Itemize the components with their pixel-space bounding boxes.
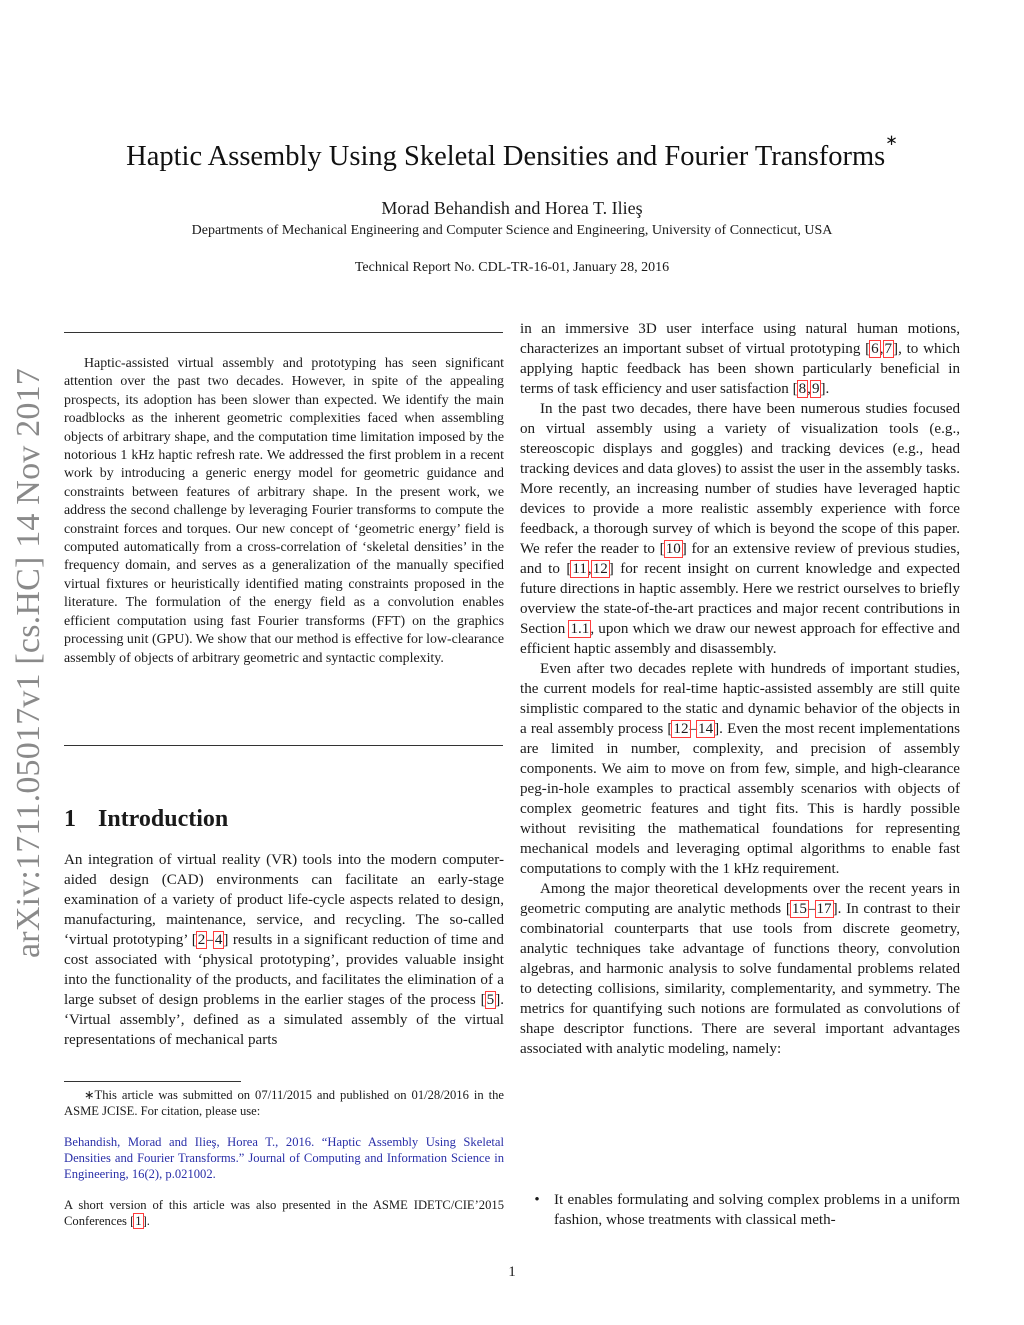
authors: Morad Behandish and Horea T. Ilieş — [381, 198, 643, 218]
citation-link[interactable]: 6 — [871, 341, 879, 357]
citation-link[interactable]: 5 — [486, 992, 495, 1008]
abstract-bottom-rule — [64, 745, 503, 746]
citation-link[interactable]: 15 — [791, 901, 807, 917]
citation-link[interactable]: 2 — [197, 932, 206, 948]
text-run: . — [146, 1214, 150, 1228]
section-link[interactable]: 1.1 — [570, 621, 590, 637]
text-run: An integration of virtual reality (VR) tools into the modern computer-aided design (CAD) environments can facilitate an early-stage examination of a variety of product life-cycle aspects related to design, manufacturing, maintenance, service, and recycling. The so-called ‘virtual prototyping’ — [64, 852, 504, 948]
abstract: Haptic-assisted virtual assembly and prototyping has seen significant attention over the past two decades. However, in spite of the appealing prospects, its adoption has been slower than expected. We identify the main roadblocks as the inherent geometric complexities faced when assembling objects of arbitrary shape, and the computation time limitation imposed by the notorious 1 kHz haptic refresh rate. We addressed the first problem in a recent work by introducing a generic energy model for geometric guidance and constraints between features of arbitrary shape. In the present work, we address the second challenge by leveraging Fourier transforms to compute the constraint forces and torques. Our new concept of ‘geometric energy’ field is computed automatically from a cross-correlation of ‘skeletal densities’ in the frequency domain, and serves as a generalization of the manually specified virtual fixtures or heuristically identified mating constraints proposed in the literature. The formulation of the energy field as a convolution enables efficient computation using fast Fourier transforms (FFT) on the graphics processing unit (GPU). We show that our method is effective for low-clearance assembly of objects of arbitrary geometric and syntactic complexity. — [64, 356, 504, 666]
paragraph: Even after two decades replete with hundreds of important studies, the current models for real-time haptic-assisted assembly are still quite simplistic compared to the static and dynamic behavior of the objects in a real assembly process [12–14]. Even the most recent implementations are limited in number, complexity, and precision of assembly components. We aim to move on from few, simple, and high-clearance peg-in-hole examples to practical assembly scenarios with objects of complex geometric features and tight fits. This is hardly possible without revisiting the mathematical foundations for representing mechanical models and leveraging optimal algorithms to enable fast computations to comply with the 1 kHz requirement. — [520, 661, 960, 877]
citation-link[interactable]: 12 — [673, 721, 689, 737]
intro-paragraph: An integration of virtual reality (VR) tools into the modern computer-aided design (CAD) environments can facilitate an early-stage examination of a variety of product life-cycle aspects related to design, manufacturing, maintenance, service, and recycling. The so-called ‘virtual prototyping’ [2–4] results in a significant reduction of time and cost associated with ‘physical prototyping’, provides valuable insight into the functionality of the products, and facilitates the elimination of a large subset of design problems in the earlier stages of the process [5]. ‘Virtual assembly’, defined as a simulated assembly of the virtual representations of mechanical parts — [64, 852, 504, 1048]
text-run: Even after two decades replete with hundreds of important studies, the current models for real-time haptic-assisted assembly are still quite simplistic compared to the static and dynamic behavior of the objects in a real assembly process — [520, 661, 960, 737]
paper-title — [60, 133, 964, 176]
bullet-list — [520, 1190, 960, 1230]
citation-link[interactable]: 11 — [572, 561, 587, 577]
bullet-icon: • — [534, 1192, 540, 1208]
citation-link[interactable]: 17 — [816, 901, 832, 917]
report-number: Technical Report No. CDL-TR-16-01, January 28, 2016 — [354, 260, 670, 275]
title-text: Haptic Assembly Using Skeletal Densities and Fourier Transforms — [126, 141, 886, 172]
citation-link[interactable]: 12 — [592, 561, 608, 577]
citation-link[interactable]: 9 — [811, 381, 820, 397]
affiliation: Departments of Mechanical Engineering and Computer Science and Engineering, University of Connecticut, USA — [191, 223, 833, 238]
footnote-short-version: A short version of this article was also presented in the ASME IDETC/CIE’2015 Conferences [1]. — [64, 1198, 504, 1228]
list-item-text: It enables formulating and solving complex problems in a uniform fashion, whose treatments with classical meth- — [554, 1192, 960, 1228]
citation-link[interactable]: 1 — [135, 1214, 142, 1228]
section-heading — [64, 802, 504, 836]
citation-link[interactable]: 7 — [884, 341, 893, 357]
paragraph: in an immersive 3D user interface using natural human motions, characterizes an important subset of virtual prototyping [6,7], to which applying haptic feedback has been shown particularly beneficial in terms of task efficiency and user satisfaction [8,9]. — [520, 321, 960, 397]
text-run: for recent insight on current knowledge and expected future directions in haptic assembly. Here we restrict ourselves to briefly overview the state-of-the-art practices and major recent contributions in Section — [520, 561, 960, 637]
text-run: , upon which we draw our newest approach for effective and efficient haptic assembly and disassembly. — [520, 621, 960, 657]
arxiv-stamp: arXiv:1711.05017v1 [cs.HC] 14 Nov 2017 — [10, 368, 47, 958]
paragraph: In the past two decades, there have been numerous studies focused on virtual assembly using a variety of visualization tools (e.g., stereoscopic displays and goggles) and tracking devices (e.g., head tracking devices and data gloves) to assist the user in the assembly tasks. More recently, an increasing number of studies have leveraged haptic devices to provide a more realistic assembly experience with force feedback, a thorough survey of which is beyond the scope of this paper. We refer the reader to [10] for an extensive review of previous studies, and to [11,12] for recent insight on current knowledge and expected future directions in haptic assembly. Here we restrict ourselves to briefly overview the state-of-the-art practices and major recent contributions in Section 1.1, upon which we draw our newest approach for effective and efficient haptic assembly and disassembly. — [520, 401, 960, 657]
text-run: results in a significant reduction of time and cost associated with ‘physical prototyping’, provides valuable insight into the functionality of the products, and facilitates the elimination of a large subset of design problems in the earlier stages of the process — [64, 932, 504, 1008]
citation-link[interactable]: 14 — [698, 721, 714, 737]
text-run: A short version of this article was also presented in the ASME IDETC/CIE’2015 Conferences — [64, 1198, 504, 1228]
citation-link[interactable]: 4 — [214, 932, 223, 948]
text-run: , to which applying haptic feedback has been shown particularly beneficial in terms of task efficiency and user satisfaction — [520, 341, 960, 397]
footnote-text: ∗This article was submitted on 07/11/2015 and published on 01/28/2016 in the ASME JCISE. For citation, please use: — [64, 1088, 504, 1118]
text-run: . — [825, 381, 830, 397]
abstract-top-rule — [64, 332, 503, 333]
citation-link[interactable]: 10 — [665, 541, 681, 557]
section-title: Introduction — [98, 806, 229, 832]
text-run: for an extensive review of previous studies, and to — [520, 541, 960, 577]
text-run: In the past two decades, there have been numerous studies focused on virtual assembly using a variety of visualization tools (e.g., stereoscopic displays and goggles) and tracking devices (e.g., head tracking devices and data gloves) to assist the user in the assembly tasks. More recently, an increasing number of studies have leveraged haptic devices to provide a more realistic assembly experience with force feedback, a thorough survey of which is beyond the scope of this paper. We refer the reader to — [520, 401, 960, 557]
page-number: 1 — [508, 1264, 516, 1280]
paragraph: Among the major theoretical developments over the recent years in geometric computing are analytic methods [15–17]. In contrast to their combinatorial counterparts that use tools from discrete geometry, analytic techniques take advantage of functions theory, convolution algebras, and harmonic analysis to solve fundamental problems related to detecting collisions, similarity, complementarity, and symmetry. The metrics for quantifying such notions are formulated as convolutions of shape descriptor functions. There are several important advantages associated with analytic modeling, namely: — [520, 881, 961, 1057]
citation-link[interactable]: 8 — [798, 381, 807, 397]
list-item — [520, 1190, 960, 1230]
section-number: 1 — [64, 806, 76, 832]
text-run: in an immersive 3D user interface using natural human motions, characterizes an important subset of virtual prototyping — [520, 321, 960, 357]
title-footnote-mark: ∗ — [885, 133, 898, 149]
text-run: . Even the most recent implementations are limited in number, complexity, and precision of assembly components. We aim to move on from few, simple, and high-clearance peg-in-hole examples to practical assembly scenarios with objects of complex geometric features and tight fits. This is hardly possible without revisiting the mathematical foundations for representing mechanical models and leveraging optimal algorithms to enable fast computations to comply with the 1 kHz requirement. — [520, 721, 960, 877]
right-column — [520, 319, 960, 1059]
text-run: . In contrast to their combinatorial counterparts that use tools from discrete geometry, analytic techniques take advantage of functions theory, convolution algebras, and harmonic analysis to solve fundamental problems related to detecting collisions, similarity, complementarity, and symmetry. The metrics for quantifying such notions are formulated as convolutions of shape descriptor functions. There are several important advantages associated with analytic modeling, namely: — [520, 901, 961, 1057]
footnote-rule — [64, 1081, 241, 1082]
text-run: Among the major theoretical developments over the recent years in geometric computing are analytic methods — [520, 881, 960, 917]
citation-reference-link[interactable]: Behandish, Morad and Ilieş, Horea T., 2016. “Haptic Assembly Using Skeletal Densities and Fourier Transforms.” Journal of Computing and Information Science in Engineering, 16(2), p.021002. — [64, 1135, 504, 1181]
text-run: . ‘Virtual assembly’, defined as a simulated assembly of the virtual representations of mechanical parts — [64, 992, 504, 1048]
